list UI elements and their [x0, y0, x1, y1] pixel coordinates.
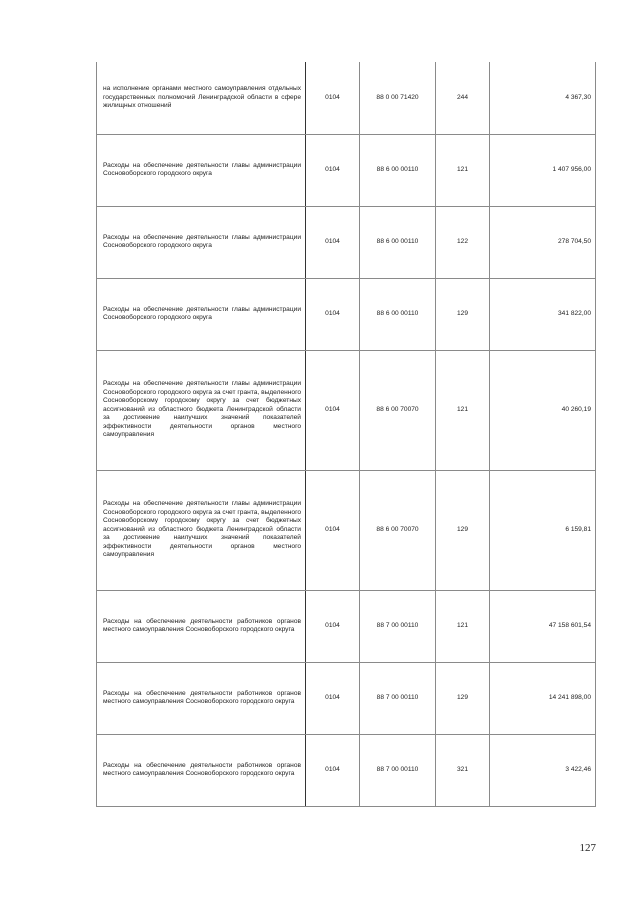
page-number: 127 [579, 842, 596, 854]
expense-description: Расходы на обеспечение деятельности главы администрации Сосновоборского городского округа за счет гранта, выделенного Сосновоборскому городскому округу за счет бюджетных ассигнований из областного бюджета Ленинградской области за достижение наилучших значений показателей эффективности деятельности органов местного самоуправления [97, 350, 306, 470]
budget-table [96, 62, 596, 807]
table-row [97, 590, 596, 662]
expense-type-code: 121 [436, 134, 490, 206]
table-row [97, 134, 596, 206]
section-code: 0104 [306, 206, 360, 278]
section-code: 0104 [306, 662, 360, 734]
target-article-code: 88 7 00 00110 [360, 734, 436, 806]
expense-type-code: 321 [436, 734, 490, 806]
target-article-code: 88 7 00 00110 [360, 590, 436, 662]
amount: 1 407 956,00 [490, 134, 596, 206]
table-row [97, 350, 596, 470]
expense-description: Расходы на обеспечение деятельности главы администрации Сосновоборского городского округа [97, 206, 306, 278]
amount: 47 158 601,54 [490, 590, 596, 662]
section-code: 0104 [306, 62, 360, 134]
target-article-code: 88 0 00 71420 [360, 62, 436, 134]
amount: 14 241 898,00 [490, 662, 596, 734]
expense-type-code: 129 [436, 278, 490, 350]
table-row [97, 278, 596, 350]
table-row [97, 734, 596, 806]
expense-description: Расходы на обеспечение деятельности главы администрации Сосновоборского городского округа [97, 134, 306, 206]
expense-description: Расходы на обеспечение деятельности работников органов местного самоуправления Сосновоборского городского округа [97, 662, 306, 734]
target-article-code: 88 7 00 00110 [360, 662, 436, 734]
expense-type-code: 129 [436, 470, 490, 590]
section-code: 0104 [306, 278, 360, 350]
expense-type-code: 129 [436, 662, 490, 734]
target-article-code: 88 6 00 00110 [360, 278, 436, 350]
section-code: 0104 [306, 134, 360, 206]
section-code: 0104 [306, 350, 360, 470]
amount: 278 704,50 [490, 206, 596, 278]
amount: 341 822,00 [490, 278, 596, 350]
target-article-code: 88 6 00 00110 [360, 134, 436, 206]
expense-description: на исполнение органами местного самоуправления отдельных государственных полномочий Ленинградской области в сфере жилищных отношений [97, 62, 306, 134]
expense-description: Расходы на обеспечение деятельности главы администрации Сосновоборского городского округа за счет гранта, выделенного Сосновоборскому городскому округу за счет бюджетных ассигнований из областного бюджета Ленинградской области за достижение наилучших значений показателей эффективности деятельности органов местного самоуправления [97, 470, 306, 590]
expense-description: Расходы на обеспечение деятельности работников органов местного самоуправления Сосновоборского городского округа [97, 734, 306, 806]
section-code: 0104 [306, 734, 360, 806]
target-article-code: 88 6 00 70070 [360, 350, 436, 470]
amount: 3 422,46 [490, 734, 596, 806]
section-code: 0104 [306, 470, 360, 590]
table-row [97, 62, 596, 134]
expense-description: Расходы на обеспечение деятельности работников органов местного самоуправления Сосновоборского городского округа [97, 590, 306, 662]
expense-type-code: 121 [436, 590, 490, 662]
expense-description: Расходы на обеспечение деятельности главы администрации Сосновоборского городского округа [97, 278, 306, 350]
expense-type-code: 244 [436, 62, 490, 134]
amount: 4 367,30 [490, 62, 596, 134]
amount: 6 159,81 [490, 470, 596, 590]
section-code: 0104 [306, 590, 360, 662]
table-row [97, 470, 596, 590]
table-row [97, 662, 596, 734]
expense-type-code: 121 [436, 350, 490, 470]
expense-type-code: 122 [436, 206, 490, 278]
target-article-code: 88 6 00 70070 [360, 470, 436, 590]
table-row [97, 206, 596, 278]
target-article-code: 88 6 00 00110 [360, 206, 436, 278]
amount: 40 260,19 [490, 350, 596, 470]
